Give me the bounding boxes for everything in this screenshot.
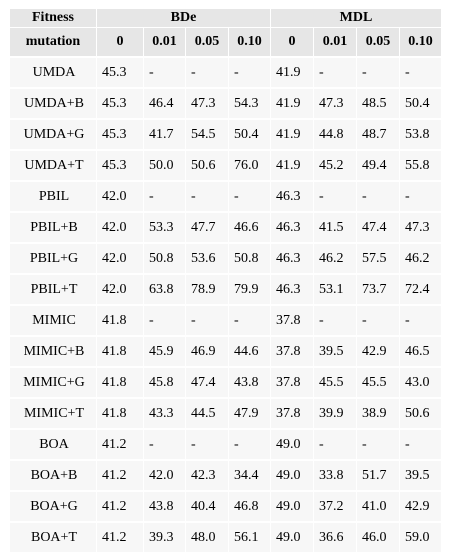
value-cell: 39.3 [143, 521, 185, 552]
algorithm-name-cell: MIMIC+T [10, 397, 96, 428]
value-cell: 46.3 [270, 211, 313, 242]
header-row-groups [10, 9, 441, 27]
value-cell: 47.3 [185, 87, 228, 118]
rate-header: 0.10 [228, 27, 270, 56]
algorithm-name-cell: BOA+B [10, 459, 96, 490]
value-cell: 37.8 [270, 397, 313, 428]
algorithm-name-cell: UMDA+T [10, 149, 96, 180]
value-cell: 37.8 [270, 335, 313, 366]
value-cell: 42.9 [399, 490, 441, 521]
value-cell: 46.3 [270, 180, 313, 211]
value-cell: 41.2 [96, 521, 143, 552]
value-cell: 53.3 [143, 211, 185, 242]
value-cell: 50.4 [228, 118, 270, 149]
algorithm-name-cell: UMDA [10, 56, 96, 87]
rate-header: 0.10 [399, 27, 441, 56]
value-cell: 42.3 [185, 459, 228, 490]
value-cell: - [313, 180, 356, 211]
value-cell: 46.0 [356, 521, 399, 552]
value-cell: 45.3 [96, 118, 143, 149]
value-cell: 45.2 [313, 149, 356, 180]
value-cell: 78.9 [185, 273, 228, 304]
value-cell: - [356, 304, 399, 335]
value-cell: 42.0 [96, 273, 143, 304]
value-cell: 49.0 [270, 490, 313, 521]
value-cell: 63.8 [143, 273, 185, 304]
value-cell: 50.0 [143, 149, 185, 180]
value-cell: 42.0 [143, 459, 185, 490]
value-cell: 39.5 [313, 335, 356, 366]
value-cell: - [185, 180, 228, 211]
value-cell: 46.3 [270, 242, 313, 273]
value-cell: - [185, 428, 228, 459]
table-row [10, 56, 441, 87]
value-cell: - [356, 180, 399, 211]
value-cell: 48.5 [356, 87, 399, 118]
algorithm-name-cell: UMDA+B [10, 87, 96, 118]
value-cell: - [399, 180, 441, 211]
value-cell: - [399, 428, 441, 459]
table-row [10, 118, 441, 149]
value-cell: 47.7 [185, 211, 228, 242]
value-cell: 49.0 [270, 428, 313, 459]
value-cell: 42.0 [96, 180, 143, 211]
value-cell: 46.4 [143, 87, 185, 118]
value-cell: 37.2 [313, 490, 356, 521]
value-cell: 45.5 [313, 366, 356, 397]
value-cell: - [228, 180, 270, 211]
value-cell: - [228, 56, 270, 87]
value-cell: 49.4 [356, 149, 399, 180]
value-cell: 50.6 [399, 397, 441, 428]
table-row [10, 242, 441, 273]
value-cell: - [313, 56, 356, 87]
value-cell: 45.8 [143, 366, 185, 397]
value-cell: - [143, 56, 185, 87]
table-row [10, 149, 441, 180]
results-table-container [10, 9, 441, 552]
value-cell: - [143, 428, 185, 459]
value-cell: 45.9 [143, 335, 185, 366]
value-cell: 53.1 [313, 273, 356, 304]
value-cell: 45.5 [356, 366, 399, 397]
value-cell: - [185, 56, 228, 87]
algorithm-name-cell: PBIL+G [10, 242, 96, 273]
value-cell: - [185, 304, 228, 335]
fitness-header: Fitness [10, 9, 96, 27]
value-cell: 37.8 [270, 366, 313, 397]
value-cell: 39.5 [399, 459, 441, 490]
value-cell: 48.0 [185, 521, 228, 552]
table-row [10, 397, 441, 428]
value-cell: 39.9 [313, 397, 356, 428]
value-cell: 50.4 [399, 87, 441, 118]
table-row [10, 490, 441, 521]
value-cell: - [143, 180, 185, 211]
algorithm-name-cell: BOA [10, 428, 96, 459]
value-cell: - [399, 56, 441, 87]
value-cell: 41.2 [96, 428, 143, 459]
algorithm-name-cell: BOA+G [10, 490, 96, 521]
value-cell: 41.0 [356, 490, 399, 521]
value-cell: 42.0 [96, 242, 143, 273]
value-cell: 76.0 [228, 149, 270, 180]
value-cell: 47.3 [313, 87, 356, 118]
value-cell: 46.2 [313, 242, 356, 273]
value-cell: 57.5 [356, 242, 399, 273]
value-cell: 42.9 [356, 335, 399, 366]
value-cell: 47.4 [356, 211, 399, 242]
value-cell: 44.6 [228, 335, 270, 366]
value-cell: 53.6 [185, 242, 228, 273]
value-cell: 51.7 [356, 459, 399, 490]
rate-header: 0.05 [356, 27, 399, 56]
table-row [10, 428, 441, 459]
mdl-group-header: MDL [270, 9, 441, 27]
value-cell: 54.5 [185, 118, 228, 149]
value-cell: 41.8 [96, 335, 143, 366]
table-row [10, 335, 441, 366]
algorithm-name-cell: PBIL+B [10, 211, 96, 242]
value-cell: 55.8 [399, 149, 441, 180]
value-cell: 43.0 [399, 366, 441, 397]
value-cell: 36.6 [313, 521, 356, 552]
value-cell: 45.3 [96, 149, 143, 180]
value-cell: 41.8 [96, 304, 143, 335]
value-cell: 43.3 [143, 397, 185, 428]
value-cell: 44.8 [313, 118, 356, 149]
value-cell: 47.9 [228, 397, 270, 428]
algorithm-name-cell: UMDA+G [10, 118, 96, 149]
value-cell: - [356, 428, 399, 459]
algorithm-name-cell: MIMIC+G [10, 366, 96, 397]
rate-header: 0.05 [185, 27, 228, 56]
table-row [10, 87, 441, 118]
bde-group-header: BDe [96, 9, 270, 27]
mutation-header: mutation [10, 27, 96, 56]
value-cell: 37.8 [270, 304, 313, 335]
value-cell: - [228, 304, 270, 335]
value-cell: 46.5 [399, 335, 441, 366]
table-row [10, 211, 441, 242]
value-cell: 45.3 [96, 87, 143, 118]
rate-header: 0.01 [313, 27, 356, 56]
value-cell: 47.3 [399, 211, 441, 242]
value-cell: 38.9 [356, 397, 399, 428]
table-row [10, 521, 441, 552]
value-cell: 41.2 [96, 459, 143, 490]
value-cell: 43.8 [143, 490, 185, 521]
value-cell: 41.8 [96, 397, 143, 428]
value-cell: 44.5 [185, 397, 228, 428]
value-cell: 50.8 [143, 242, 185, 273]
value-cell: 40.4 [185, 490, 228, 521]
algorithm-name-cell: PBIL [10, 180, 96, 211]
value-cell: 49.0 [270, 521, 313, 552]
algorithm-name-cell: PBIL+T [10, 273, 96, 304]
value-cell: 49.0 [270, 459, 313, 490]
value-cell: 46.2 [399, 242, 441, 273]
results-table [10, 9, 441, 552]
value-cell: - [356, 56, 399, 87]
algorithm-name-cell: BOA+T [10, 521, 96, 552]
table-row [10, 459, 441, 490]
table-row [10, 366, 441, 397]
value-cell: - [313, 304, 356, 335]
value-cell: 42.0 [96, 211, 143, 242]
value-cell: - [228, 428, 270, 459]
value-cell: 34.4 [228, 459, 270, 490]
value-cell: 46.6 [228, 211, 270, 242]
value-cell: 54.3 [228, 87, 270, 118]
value-cell: 45.3 [96, 56, 143, 87]
value-cell: 50.6 [185, 149, 228, 180]
rate-header: 0 [270, 27, 313, 56]
value-cell: 41.9 [270, 118, 313, 149]
value-cell: 41.9 [270, 149, 313, 180]
value-cell: 46.8 [228, 490, 270, 521]
value-cell: 41.8 [96, 366, 143, 397]
value-cell: 41.9 [270, 56, 313, 87]
value-cell: 41.5 [313, 211, 356, 242]
value-cell: 53.8 [399, 118, 441, 149]
value-cell: - [143, 304, 185, 335]
rate-header: 0 [96, 27, 143, 56]
value-cell: 41.7 [143, 118, 185, 149]
results-table-body [10, 56, 441, 552]
rate-header: 0.01 [143, 27, 185, 56]
value-cell: 46.3 [270, 273, 313, 304]
algorithm-name-cell: MIMIC [10, 304, 96, 335]
value-cell: 41.2 [96, 490, 143, 521]
value-cell: 72.4 [399, 273, 441, 304]
value-cell: 79.9 [228, 273, 270, 304]
value-cell: 56.1 [228, 521, 270, 552]
algorithm-name-cell: MIMIC+B [10, 335, 96, 366]
value-cell: 43.8 [228, 366, 270, 397]
value-cell: 33.8 [313, 459, 356, 490]
table-row [10, 180, 441, 211]
value-cell: 59.0 [399, 521, 441, 552]
value-cell: 46.9 [185, 335, 228, 366]
value-cell: - [313, 428, 356, 459]
value-cell: 47.4 [185, 366, 228, 397]
header-row-mutation [10, 27, 441, 56]
value-cell: 50.8 [228, 242, 270, 273]
value-cell: - [399, 304, 441, 335]
value-cell: 48.7 [356, 118, 399, 149]
value-cell: 41.9 [270, 87, 313, 118]
value-cell: 73.7 [356, 273, 399, 304]
table-row [10, 304, 441, 335]
table-row [10, 273, 441, 304]
